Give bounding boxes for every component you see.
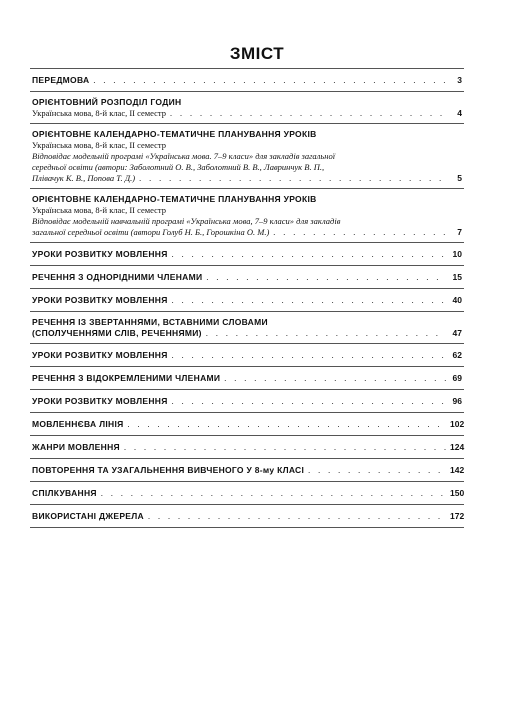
toc-entry[interactable] xyxy=(30,413,464,436)
toc-entry-title: ВИКОРИСТАНІ ДЖЕРЕЛА xyxy=(32,511,144,521)
toc-entry-title: ПОВТОРЕННЯ ТА УЗАГАЛЬНЕННЯ ВИВЧЕНОГО У 8-му КЛАСІ xyxy=(32,465,305,475)
dot-leader xyxy=(308,465,446,476)
toc-entry-title: УРОКИ РОЗВИТКУ МОВЛЕННЯ xyxy=(32,350,168,360)
dot-leader xyxy=(101,488,446,499)
toc-entry[interactable] xyxy=(30,459,464,482)
toc-page-number: 47 xyxy=(452,328,462,338)
toc-entry-subtitle: Українська мова, 8-й клас, ІІ семестр xyxy=(32,205,166,215)
toc-entry-title: РЕЧЕННЯ ІЗ ЗВЕРТАННЯМИ, ВСТАВНИМИ СЛОВАМИ xyxy=(32,317,268,327)
toc-entry[interactable] xyxy=(30,92,464,124)
toc-entry-note: Відповідає модельній програмі «Українська мова. 7–9 класи» для закладів загальної xyxy=(32,151,336,161)
dot-leader xyxy=(139,173,446,184)
dot-leader xyxy=(172,249,446,260)
toc-page-number: 150 xyxy=(450,488,465,498)
toc-entry[interactable] xyxy=(30,344,464,367)
dot-leader xyxy=(172,350,446,361)
toc-entry-title: СПІЛКУВАННЯ xyxy=(32,488,97,498)
toc-entry-note: середньої освіти (автори: Заболотний О. В., Заболотний В. В., Лавринчук В. П., xyxy=(32,162,325,172)
toc-entry-note: загальної середньої освіти (автори Голуб Н. Б., Горошкіна О. М.) xyxy=(32,227,270,237)
dot-leader xyxy=(224,373,446,384)
dot-leader xyxy=(93,75,446,86)
dot-leader xyxy=(124,442,446,453)
dot-leader xyxy=(172,295,446,306)
toc-entry[interactable] xyxy=(30,436,464,459)
toc-entry[interactable] xyxy=(30,189,464,243)
dot-leader xyxy=(206,272,446,283)
toc-entry[interactable] xyxy=(30,266,464,289)
toc-entry-title-cont: (СПОЛУЧЕННЯМИ СЛІВ, РЕЧЕННЯМИ) xyxy=(32,328,202,338)
toc-page-number: 40 xyxy=(452,295,462,305)
toc-page-number: 142 xyxy=(450,465,465,475)
toc-page-number: 15 xyxy=(452,272,462,282)
toc-entry-title: УРОКИ РОЗВИТКУ МОВЛЕННЯ xyxy=(32,396,168,406)
toc-entry[interactable] xyxy=(30,124,464,189)
page-title: ЗМІСТ xyxy=(229,44,285,63)
toc-entry-title: УРОКИ РОЗВИТКУ МОВЛЕННЯ xyxy=(32,295,168,305)
toc-entry-subtitle: Українська мова, 8-й клас, ІІ семестр xyxy=(32,140,166,150)
toc-entry[interactable] xyxy=(30,367,464,390)
toc-entry[interactable] xyxy=(30,482,464,505)
dot-leader xyxy=(172,396,446,407)
toc-entry-title: ПЕРЕДМОВА xyxy=(32,75,90,85)
dot-leader xyxy=(170,108,446,119)
toc-entry-title: МОВЛЕННЄВА ЛІНІЯ xyxy=(32,419,124,429)
toc-entry-note: Плівачук К. В., Попова Т. Д.) xyxy=(32,173,136,183)
toc-entry-subtitle: Українська мова, 8-й клас, ІІ семестр xyxy=(32,108,166,118)
dot-leader xyxy=(148,511,446,522)
toc-page-number: 3 xyxy=(457,75,462,85)
toc-page-number: 10 xyxy=(452,249,462,259)
toc-entry-title: ОРІЄНТОВНЕ КАЛЕНДАРНО-ТЕМАТИЧНЕ ПЛАНУВАННЯ УРОКІВ xyxy=(32,194,317,204)
toc-entry-title: УРОКИ РОЗВИТКУ МОВЛЕННЯ xyxy=(32,249,168,259)
toc-page-number: 102 xyxy=(450,419,465,429)
toc-entry-title: РЕЧЕННЯ З ВІДОКРЕМЛЕНИМИ ЧЛЕНАМИ xyxy=(32,373,221,383)
toc-page-number: 124 xyxy=(450,442,465,452)
dot-leader xyxy=(206,328,446,339)
toc-entry[interactable] xyxy=(30,312,464,344)
toc-page-number: 172 xyxy=(450,511,465,521)
toc-page-number: 62 xyxy=(452,350,462,360)
toc-entry[interactable] xyxy=(30,243,464,266)
table-of-contents xyxy=(30,68,464,528)
toc-page-number: 7 xyxy=(457,227,462,237)
toc-page-number: 69 xyxy=(452,373,462,383)
toc-entry[interactable] xyxy=(30,505,464,528)
toc-entry-title: ЖАНРИ МОВЛЕННЯ xyxy=(32,442,120,452)
toc-entry-title: ОРІЄНТОВНЕ КАЛЕНДАРНО-ТЕМАТИЧНЕ ПЛАНУВАННЯ УРОКІВ xyxy=(32,129,317,139)
toc-entry[interactable] xyxy=(30,289,464,312)
toc-entry[interactable] xyxy=(30,69,464,92)
toc-page-number: 96 xyxy=(452,396,462,406)
toc-page-number: 4 xyxy=(457,108,462,118)
toc-entry-title: РЕЧЕННЯ З ОДНОРІДНИМИ ЧЛЕНАМИ xyxy=(32,272,203,282)
dot-leader xyxy=(273,227,446,238)
toc-page-number: 5 xyxy=(457,173,462,183)
toc-entry[interactable] xyxy=(30,390,464,413)
dot-leader xyxy=(128,419,446,430)
toc-entry-note: Відповідає модельній навчальній програмі «Українська мова, 7–9 класи» для закладів xyxy=(32,216,341,226)
toc-entry-title: ОРІЄНТОВНИЙ РОЗПОДІЛ ГОДИН xyxy=(32,97,182,107)
